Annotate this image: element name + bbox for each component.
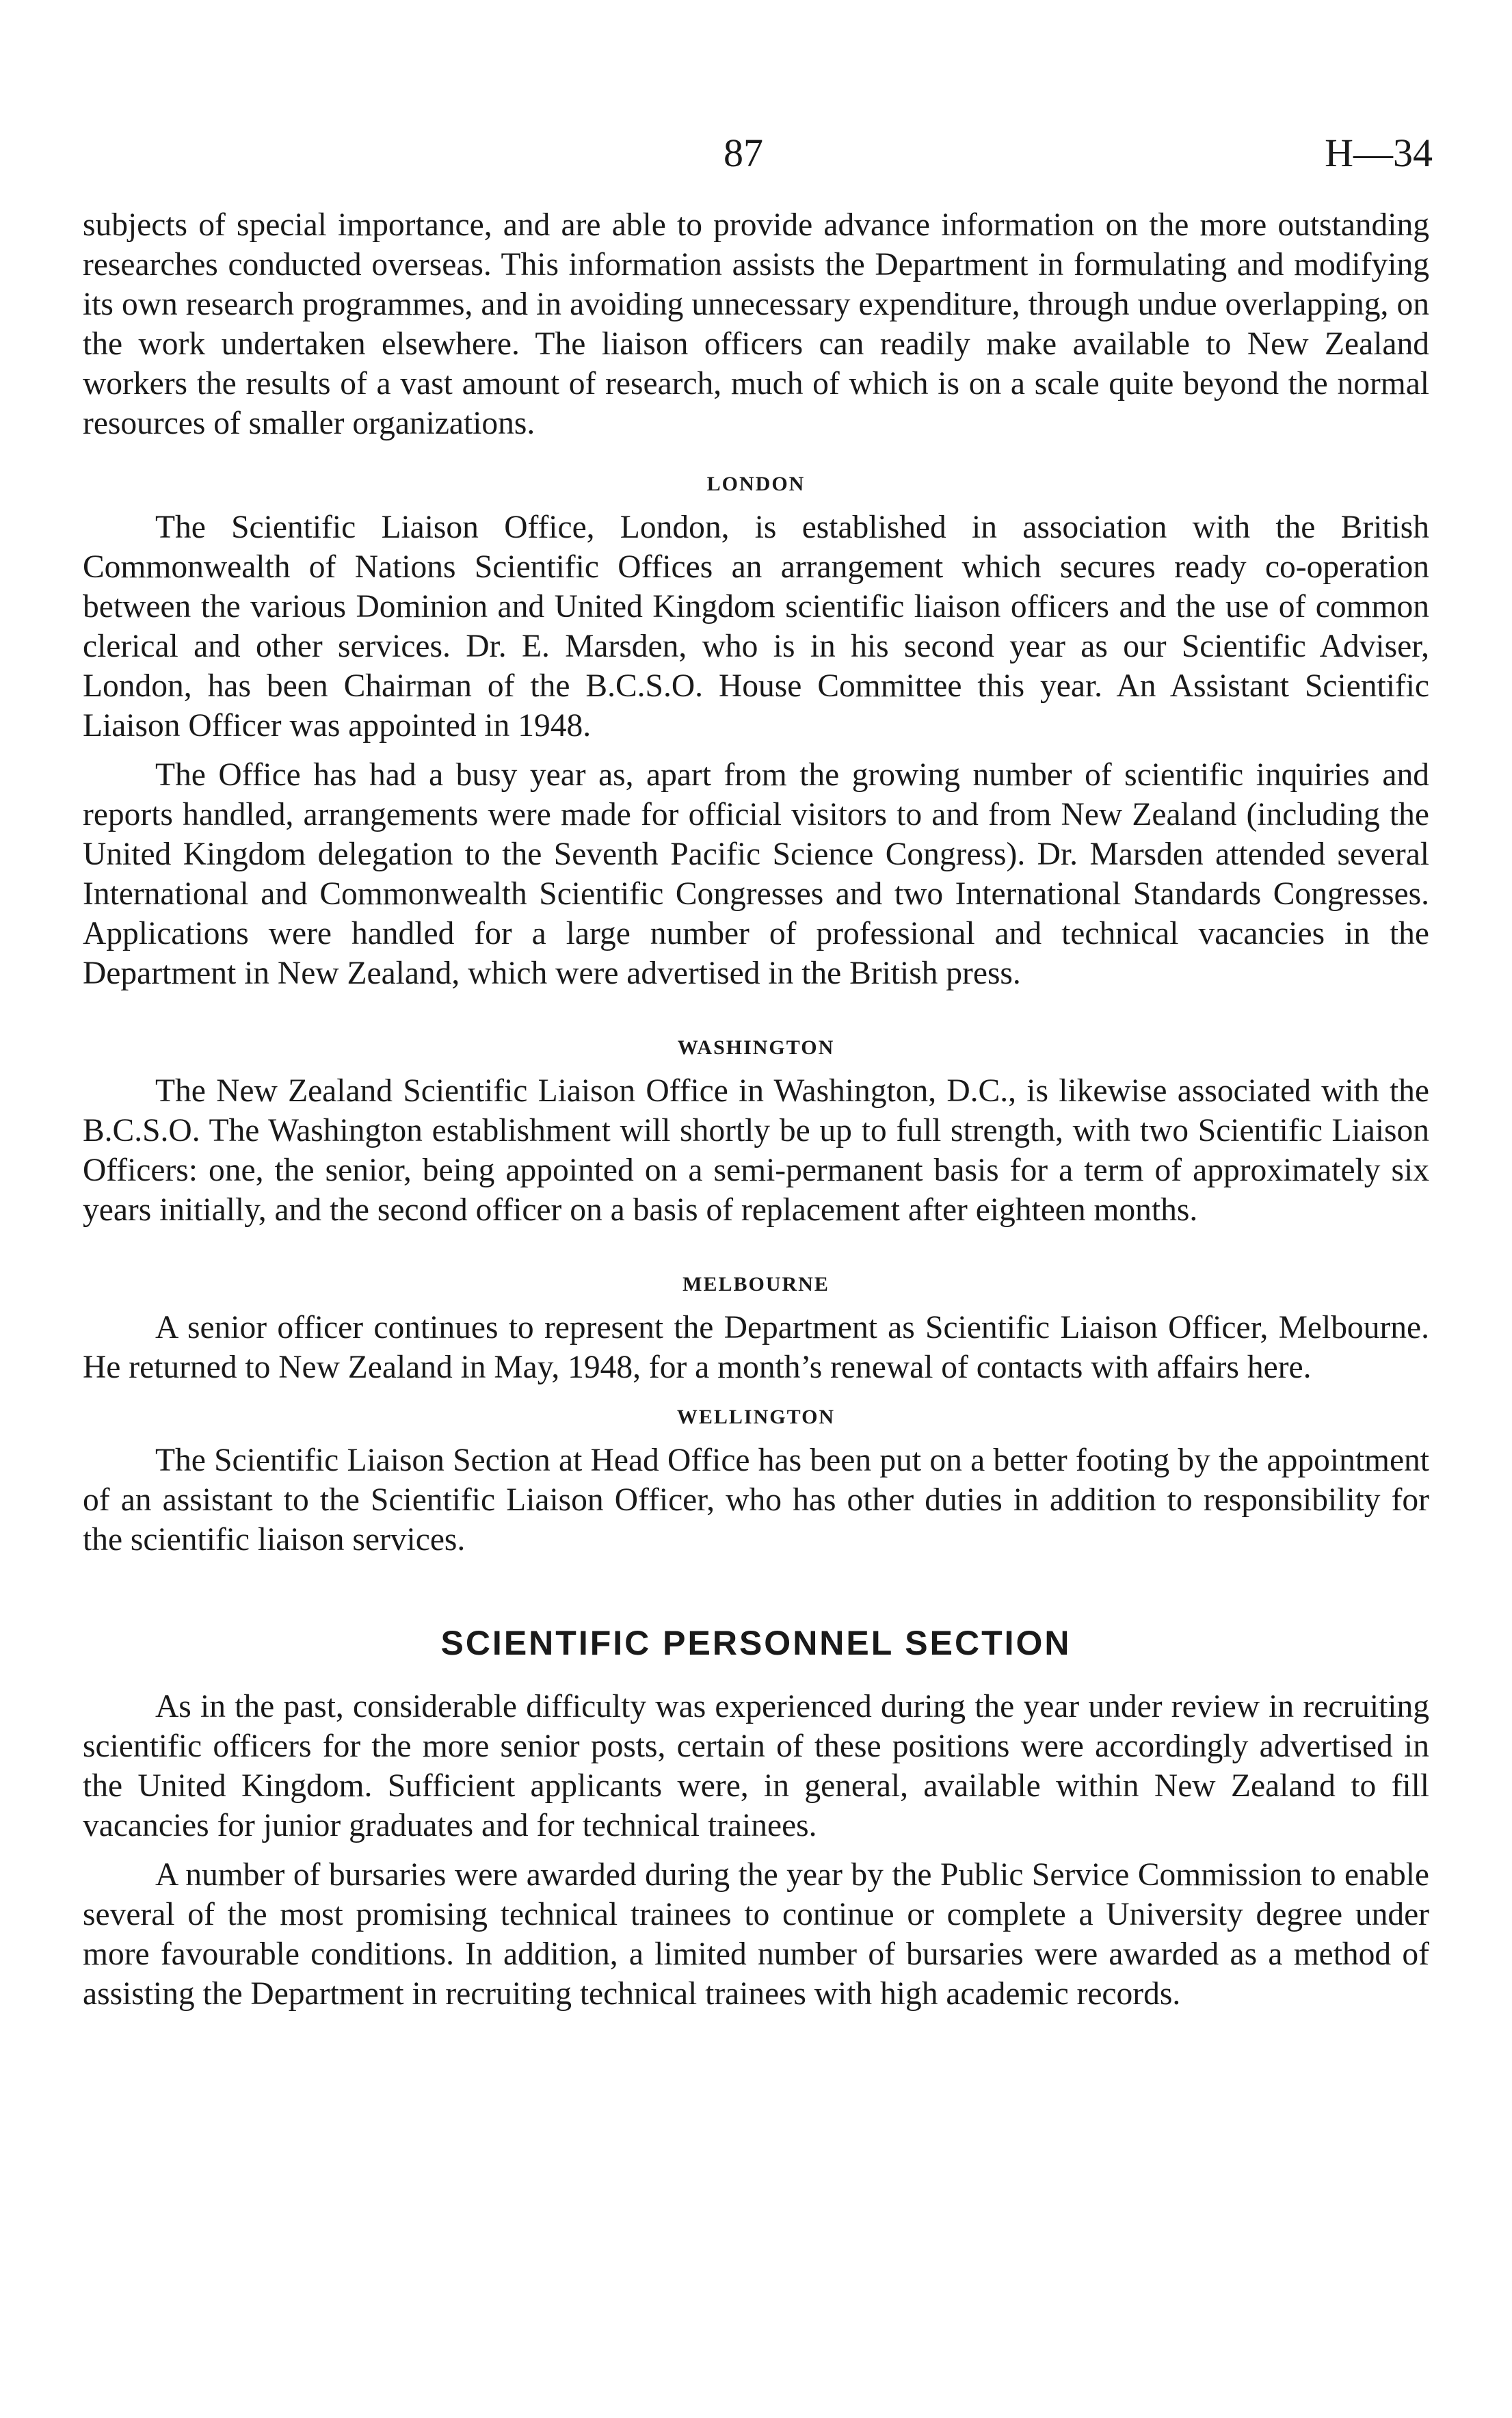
intro-paragraph: subjects of special importance, and are able to provide advance information on the more outstanding researches conducted overseas. This information assists the Department in formulating and modifying its own research programmes, and in avoiding unnecessary expenditure, through undue overlapping, on the work undertaken elsewhere. The liaison officers can readily make available to New Zealand workers the results of a vast amount of research, much of which is on a scale quite beyond the normal resources of smaller organizations. [83,207,1429,441]
page-header [0,130,1512,185]
london-heading: LONDON [706,473,806,495]
personnel-section-heading: SCIENTIFIC PERSONNEL SECTION [440,1624,1072,1662]
personnel-paragraph-1: As in the past, considerable difficulty was experienced during the year under review in recruiting scientific officers for the more senior posts, certain of these positions were accordingly advertised in the United Kingdom. Sufficient applicants were, in general, available within New Zealand to fill vacancies for junior graduates and for technical trainees. [83,1689,1429,1843]
london-paragraph-1: The Scientific Liaison Office, London, is established in association with the British Commonwealth of Nations Scientific Offices an arrangement which secures ready co-operation between the various Dominion and United Kingdom scientific liaison officers and the use of common clerical and other services. Dr. E. Marsden, who is in his second year as our Scientific Adviser, London, has been Chairman of the B.C.S.O. House Committee this year. An Assistant Scientific Liaison Officer was appointed in 1948. [83,510,1429,744]
london-paragraph-2: The Office has had a busy year as, apart from the growing number of scientific inquiries and reports handled, arrangements were made for official visitors to and from New Zealand (including the United Kingdom delegation to the Seventh Pacific Science Congress). Dr. Marsden attended several International and Commonwealth Scientific Congresses and two International Standards Congresses. Applications were handled for a large number of professional and technical vacancies in the Department in New Zealand, which were advertised in the British press. [83,757,1429,991]
melbourne-heading: MELBOURNE [682,1273,830,1296]
body-text [83,205,1429,2014]
washington-paragraph: The New Zealand Scientific Liaison Office in Washington, D.C., is likewise associated with the B.C.S.O. The Washington establishment will shortly be up to full strength, with two Scientific Liaison Officers: one, the senior, being appointed on a semi-permanent basis for a term of approximately six years initially, and the second officer on a basis of replacement after eighteen months. [83,1073,1429,1228]
page-number: 87 [724,131,763,175]
personnel-paragraph-2: A number of bursaries were awarded during the year by the Public Service Commission to enable several of the most promising technical trainees to continue or complete a University degree under more favourable conditions. In addition, a limited number of bursaries were awarded as a method of assisting the Department in recruiting technical trainees with high academic records. [83,1857,1429,2012]
melbourne-paragraph: A senior officer continues to represent the Department as Scientific Liaison Officer, Melbourne. He returned to New Zealand in May, 1948, for a month’s renewal of contacts with affairs here. [83,1310,1429,1385]
wellington-heading: WELLINGTON [676,1406,836,1428]
wellington-paragraph: The Scientific Liaison Section at Head Office has been put on a better footing by the appointment of an assistant to the Scientific Liaison Officer, who has other duties in addition to responsibility for the scientific liaison services. [83,1443,1429,1558]
report-code: H—34 [1325,131,1433,175]
washington-heading: WASHINGTON [677,1036,835,1059]
